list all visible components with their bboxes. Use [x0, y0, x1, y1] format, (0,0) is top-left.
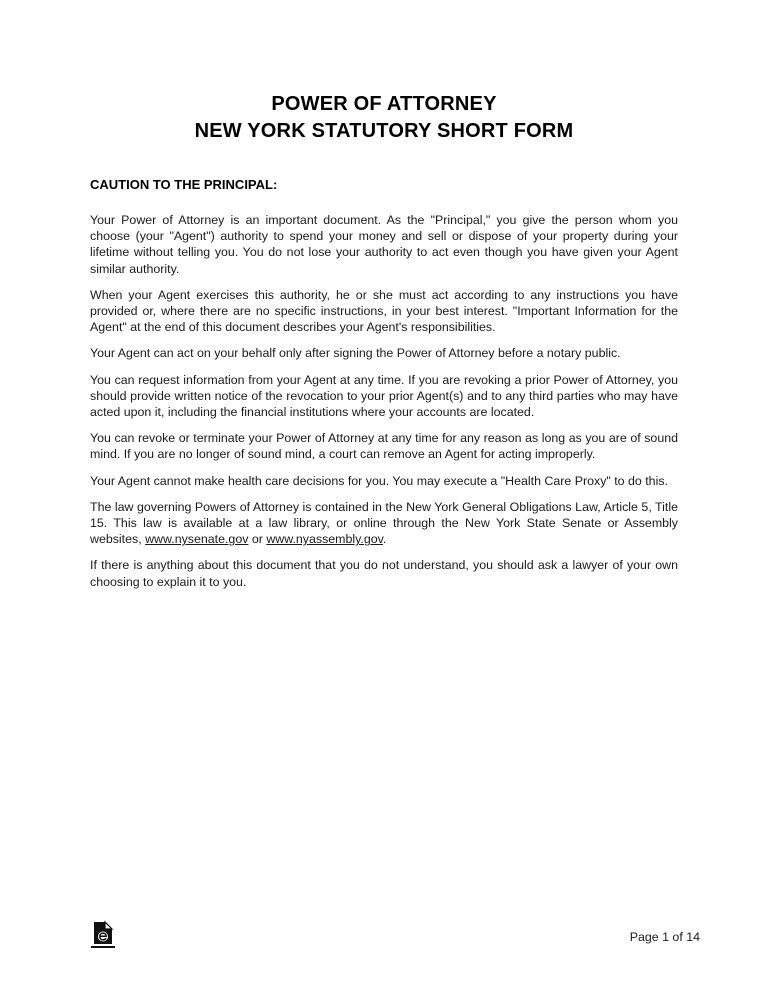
law-text-after: . [382, 532, 387, 547]
paragraph-notary: Your Agent can act on your behalf only after signing the Power of Attorney before a notary public. [90, 346, 621, 361]
paragraph-ask-lawyer: If there is anything about this document that you do not understand, you should ask a lawyer of your own choosing to explain it to you. [90, 558, 678, 589]
title-line-1: POWER OF ATTORNEY [271, 93, 497, 115]
paragraph-request-info: You can request information from your Agent at any time. If you are revoking a prior Power of Attorney, you should provide written notice of the revocation to your prior Agent(s) and to any third parties who may have acted upon it, including the financial institutions where your accounts are located. [90, 372, 678, 420]
law-text-middle: or [248, 532, 267, 547]
paragraph-revoke: You can revoke or terminate your Power of Attorney at any time for any reason as long as you are of sound mind. If you are no longer of sound mind, a court can remove an Agent for acting improperly. [90, 431, 678, 462]
page-number: Page 1 of 14 [629, 930, 700, 944]
law-text-before: The law governing Powers of Attorney is contained in the New York General Obligations Law, Article 5, Title 15. This law is available at a law library, or online through the New York State Senate or Assembly websites, [90, 499, 678, 547]
title-line-2: NEW YORK STATUTORY SHORT FORM [194, 120, 574, 142]
document-title [0, 91, 768, 145]
document-e-logo-icon [90, 920, 116, 950]
caution-body [90, 212, 678, 600]
paragraph-principal: Your Power of Attorney is an important document. As the "Principal," you give the person whom you choose (your "Agent") authority to spend your money and sell or dispose of your property during your lifetime without telling you. You do not lose your authority to act even though you have given your Agent similar authority. [90, 213, 678, 276]
nyassembly-link[interactable]: www.nyassembly.gov [266, 532, 383, 547]
nysenate-link[interactable]: www.nysenate.gov [145, 532, 249, 547]
paragraph-health-care: Your Agent cannot make health care decisions for you. You may execute a "Health Care Proxy" to do this. [90, 473, 668, 488]
paragraph-law [90, 499, 678, 548]
caution-heading: CAUTION TO THE PRINCIPAL: [90, 177, 278, 192]
paragraph-agent-exercise: When your Agent exercises this authority, he or she must act according to any instructions you have provided or, where there are no specific instructions, in your best interest. "Important Information for the Agent" at the end of this document describes your Agent's responsibilities. [90, 287, 678, 335]
